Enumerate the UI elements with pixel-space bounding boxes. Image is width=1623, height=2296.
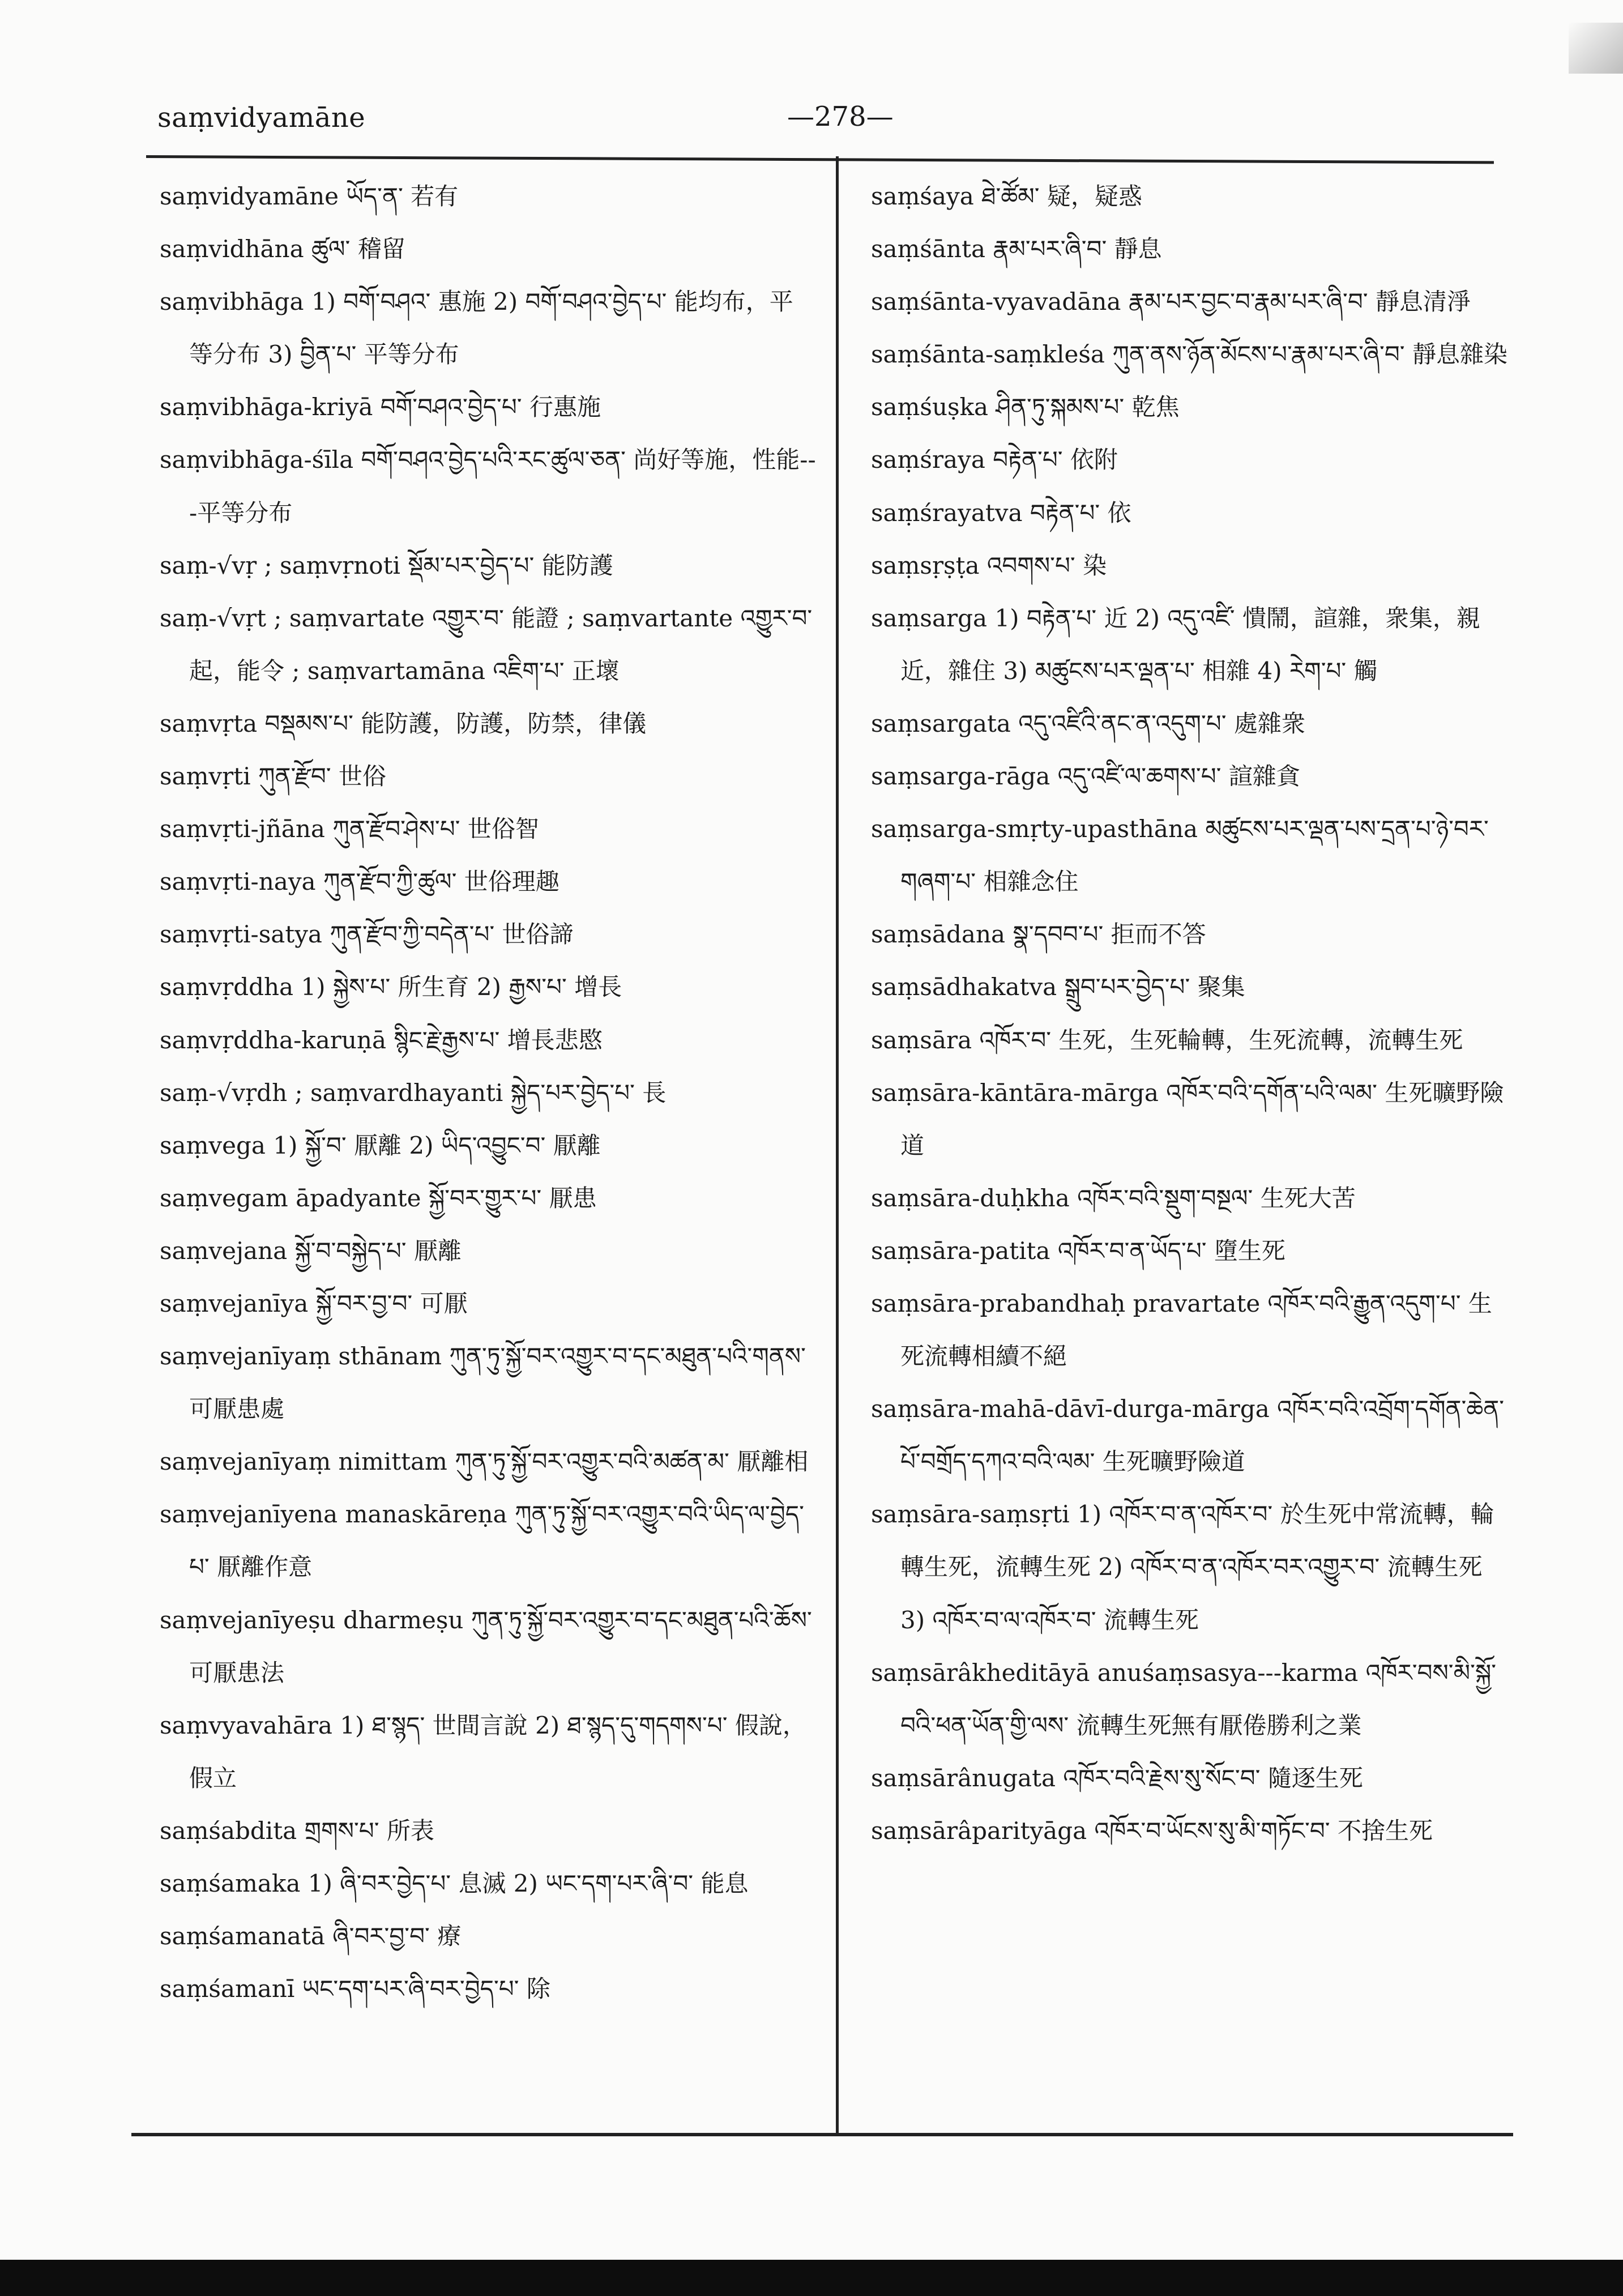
dictionary-entry: saṃ-√vṛt ; saṃvartate འགྱུར་བ་ 能證 ; saṃvartante འགྱུར་བ་ 起，能令 ; saṃvartamāna འཇིག་པ་ 正壞 [160, 604, 813, 685]
dictionary-entry: saṃvegam āpadyante སྐྱོ་བར་གྱུར་པ་ 厭患 [160, 1184, 597, 1212]
column-divider [836, 156, 839, 2133]
dictionary-entry: saṃsārâparityāga འཁོར་བ་ཡོངས་སུ་མི་གཏོང་བ་ 不捨生死 [871, 1816, 1433, 1845]
dictionary-entry: saṃsarga 1) བརྟེན་པ་ 近 2) འདུ་འཛི་ 憒鬧，諠雜，衆集，親近，雜住 3) མཚུངས་པར་ལྡན་པ་ 相雜 4) རེག་པ་ 觸 [871, 604, 1480, 685]
dictionary-entry: saṃsṛṣṭa འབགས་པ་ 染 [871, 551, 1107, 579]
dictionary-entry: saṃsārâkheditāyā anuśaṃsasya---karma འཁོར་བས་མི་སྐྱོ་བའི་ཕན་ཡོན་གྱི་ལས་ 流轉生死無有厭倦勝利之業 [871, 1658, 1497, 1739]
dictionary-entry: saṃvega 1) སྐྱོ་བ་ 厭離 2) ཡིད་འབྱུང་བ་ 厭離 [160, 1131, 601, 1159]
dictionary-entry: saṃsāra འཁོར་བ་ 生死，生死輪轉，生死流轉，流轉生死 [871, 1026, 1463, 1054]
dictionary-entry: saṃvṛti ཀུན་རྫོབ་ 世俗 [160, 762, 386, 791]
dictionary-entry: saṃsāra-patita འཁོར་བ་ན་ཡོད་པ་ 墮生死 [871, 1236, 1285, 1265]
dictionary-entry: saṃvejanīyaṃ sthānam ཀུན་ཏུ་སྐྱོ་བར་འགྱུར་བ་དང་མཐུན་པའི་གནས་ 可厭患處 [160, 1342, 806, 1423]
dictionary-entry: saṃśraya བརྟེན་པ་ 依附 [871, 446, 1118, 474]
dictionary-entry: saṃśabdita གྲགས་པ་ 所表 [160, 1816, 434, 1845]
dictionary-entry: saṃvibhāga-śīla བགོ་བཤའ་བྱེད་པའི་རང་ཚུལ་ཅན་ 尚好等施，性能---平等分布 [160, 446, 816, 527]
dictionary-entry: saṃśrayatva བརྟེན་པ་ 依 [871, 498, 1131, 527]
dictionary-entry: saṃvṛddha 1) སྐྱེས་པ་ 所生育 2) རྒྱས་པ་ 增長 [160, 973, 622, 1001]
right-column [871, 170, 1511, 1857]
dictionary-entry: saṃsāra-prabandhaḥ pravartate འཁོར་བའི་རྒྱུན་འདུག་པ་ 生死流轉相續不絕 [871, 1289, 1492, 1371]
dictionary-entry: saṃsāra-duḥkha འཁོར་བའི་སྡུག་བསྔལ་ 生死大苦 [871, 1184, 1356, 1212]
page-number: —278— [787, 101, 894, 133]
dictionary-entry: saṃsarga-smṛty-upasthāna མཚུངས་པར་ལྡན་པས་དྲན་པ་ཉེ་བར་གཞག་པ་ 相雜念住 [871, 815, 1489, 896]
dictionary-entry: saṃvyavahāra 1) ཐ་སྙད་ 世間言說 2) ཐ་སྙད་དུ་གདགས་པ་ 假說，假立 [160, 1711, 806, 1792]
dictionary-entry: saṃvejanīyena manaskāreṇa ཀུན་ཏུ་སྐྱོ་བར་འགྱུར་བའི་ཡིད་ལ་བྱེད་པ་ 厭離作意 [160, 1500, 804, 1581]
dictionary-entry: saṃvejanīyaṃ nimittam ཀུན་ཏུ་སྐྱོ་བར་འགྱུར་བའི་མཚན་མ་ 厭離相 [160, 1448, 809, 1476]
dictionary-entry: saṃsāra-saṃsṛti 1) འཁོར་བ་ན་འཁོར་བ་ 於生死中常流轉，輪轉生死，流轉生死 2) འཁོར་བ་ན་འཁོར་བར་འགྱུར་བ་ 流轉生死 3) འཁོར་བ་ལ་འཁོར་བ་ 流轉生死 [871, 1500, 1494, 1634]
dictionary-entry: saṃśaya ཐེ་ཚོམ་ 疑，疑惑 [871, 182, 1142, 210]
dictionary-entry: saṃsārânugata འཁོར་བའི་རྗེས་སུ་སོང་བ་ 隨逐生死 [871, 1764, 1363, 1792]
dictionary-entry: saṃsāra-mahā-dāvī-durga-mārga འཁོར་བའི་འབྲོག་དགོན་ཆེན་པོ་བགྲོད་དཀའ་བའི་ལམ་ 生死曠野險道 [871, 1395, 1505, 1476]
dictionary-entry: saṃvidhāna ཚུལ་ 稽留 [160, 235, 405, 263]
scan-corner-mark [1569, 23, 1623, 74]
dictionary-entry: saṃ-√vṛdh ; saṃvardhayanti སྐྱེད་པར་བྱེད་པ་ 長 [160, 1078, 667, 1107]
dictionary-entry: saṃvidyamāne ཡོད་ན་ 若有 [160, 182, 459, 210]
dictionary-entry: saṃśānta-saṃkleśa ཀུན་ནས་ཉོན་མོངས་པ་རྣམ་པར་ཞི་བ་ 靜息雜染 [871, 340, 1507, 369]
scan-bottom-bar [0, 2260, 1623, 2296]
dictionary-entry: saṃsādana སྣ་དབབ་པ་ 拒而不答 [871, 920, 1206, 949]
dictionary-entry: saṃ-√vṛ ; saṃvṛnoti སྡོམ་པར་བྱེད་པ་ 能防護 [160, 551, 613, 579]
dictionary-entry: saṃvṛta བསྡམས་པ་ 能防護，防護，防禁，律儀 [160, 709, 647, 737]
dictionary-entry: saṃvṛti-satya ཀུན་རྫོབ་ཀྱི་བདེན་པ་ 世俗諦 [160, 920, 574, 949]
dictionary-entry: saṃśuṣka ཤིན་ཏུ་སྐམས་པ་ 乾焦 [871, 393, 1180, 421]
dictionary-entry: saṃsargata འདུ་འཛིའི་ནང་ན་འདུག་པ་ 處雜衆 [871, 709, 1305, 737]
bottom-rule [131, 2133, 1513, 2136]
left-column [160, 170, 817, 2015]
dictionary-entry: saṃvibhāga 1) བགོ་བཤའ་ 惠施 2) བགོ་བཤའ་བྱེད་པ་ 能均布，平等分布 3) བྱིན་པ་ 平等分布 [160, 288, 793, 369]
dictionary-entry: saṃśānta-vyavadāna རྣམ་པར་བྱང་བ་རྣམ་པར་ཞི་བ་ 靜息清淨 [871, 288, 1471, 316]
dictionary-entry: saṃvejana སྐྱོ་བ་བསྐྱེད་པ་ 厭離 [160, 1236, 462, 1265]
dictionary-entry: saṃsāra-kāntāra-mārga འཁོར་བའི་དགོན་པའི་ལམ་ 生死曠野險道 [871, 1078, 1504, 1159]
dictionary-entry: saṃvejanīyeṣu dharmeṣu ཀུན་ཏུ་སྐྱོ་བར་འགྱུར་བ་དང་མཐུན་པའི་ཆོས་ 可厭患法 [160, 1606, 812, 1687]
running-head: saṃvidyamāne [157, 102, 366, 134]
top-rule [146, 155, 1494, 164]
dictionary-entry: saṃsādhakatva སྒྲུབ་པར་བྱེད་པ་ 聚集 [871, 973, 1245, 1001]
dictionary-entry: saṃvṛddha-karuṇā སྙིང་རྗེ་རྒྱས་པ་ 增長悲愍 [160, 1026, 603, 1054]
dictionary-entry: saṃśānta རྣམ་པར་ཞི་བ་ 靜息 [871, 235, 1162, 263]
dictionary-entry: saṃśamanī ཡང་དག་པར་ཞི་བར་བྱེད་པ་ 除 [160, 1975, 550, 2003]
dictionary-entry: saṃvṛti-jñāna ཀུན་རྫོབ་ཤེས་པ་ 世俗智 [160, 815, 539, 843]
dictionary-entry: saṃśamaka 1) ཞི་བར་བྱེད་པ་ 息滅 2) ཡང་དག་པར་ཞི་བ་ 能息 [160, 1870, 749, 1897]
dictionary-entry: saṃśamanatā ཞི་བར་བྱ་བ་ 療 [160, 1922, 462, 1951]
dictionary-entry: saṃvejanīya སྐྱོ་བར་བྱ་བ་ 可厭 [160, 1289, 468, 1317]
dictionary-entry: saṃvṛti-naya ཀུན་རྫོབ་ཀྱི་ཚུལ་ 世俗理趣 [160, 868, 559, 896]
dictionary-entry: saṃvibhāga-kriyā བགོ་བཤའ་བྱེད་པ་ 行惠施 [160, 393, 601, 421]
dictionary-entry: saṃsarga-rāga འདུ་འཛི་ལ་ཆགས་པ་ 諠雜貪 [871, 762, 1300, 791]
